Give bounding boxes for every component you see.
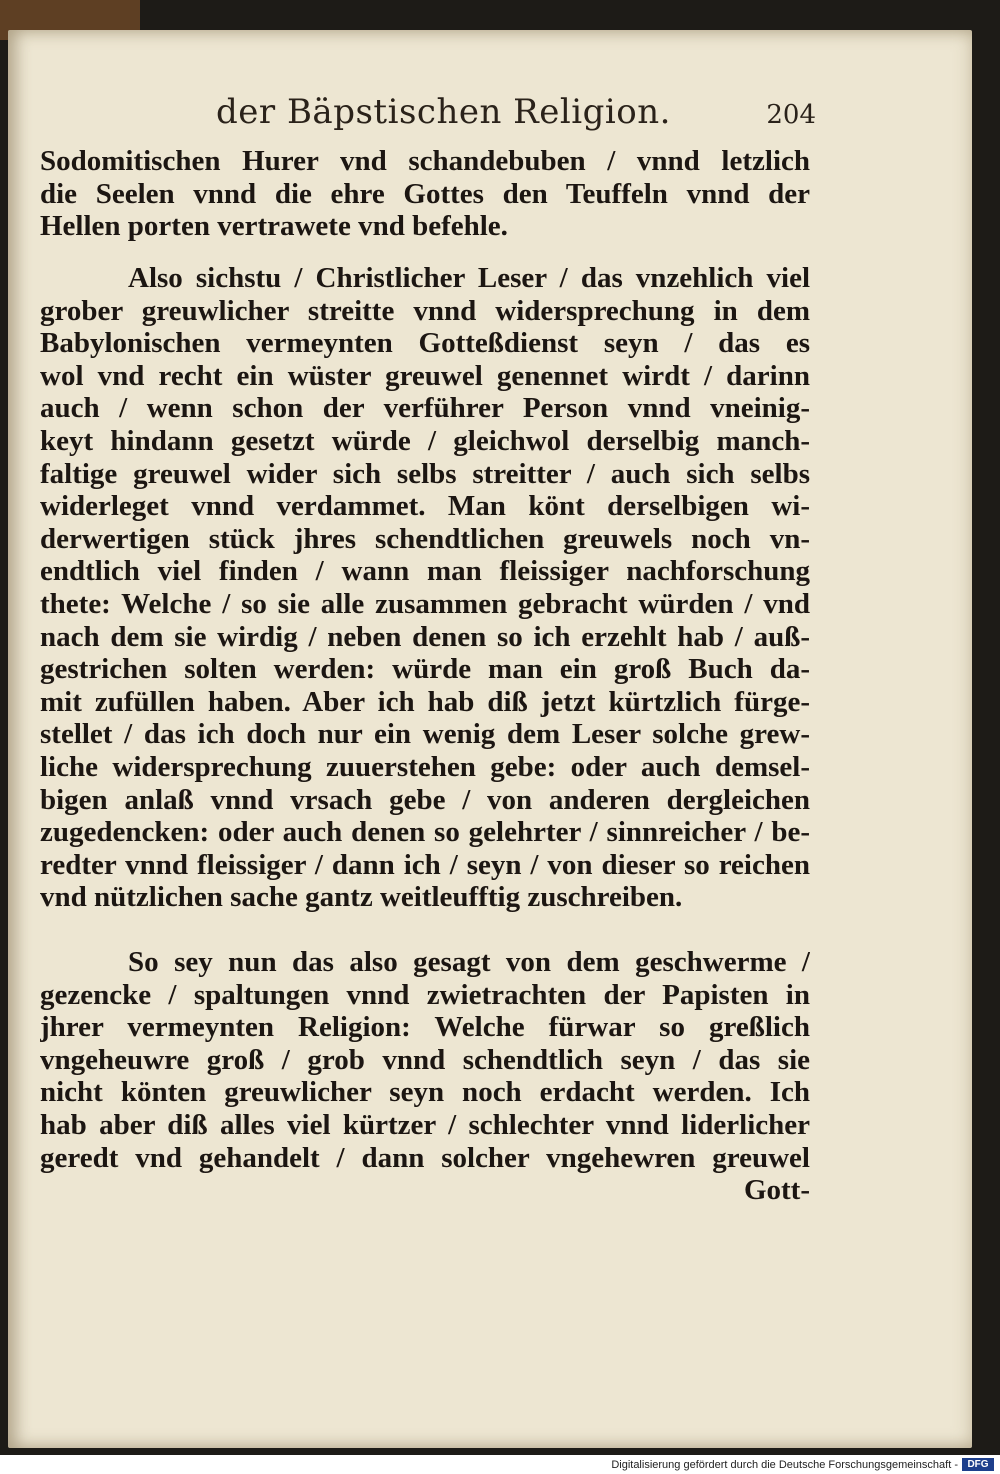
text-line: vnd nützlichen sache gantz weitleufftig zuschreiben. (40, 881, 683, 914)
text-line: nach dem sie wirdig / neben denen so ich erzehlt hab / auß- (40, 620, 810, 653)
catchword: Gott- (743, 1174, 810, 1207)
text-line: thete: Welche / so sie alle zusammen gebracht würden / vnd (40, 587, 810, 620)
text-line: gestrichen solten werden: würde man ein groß Buch da- (40, 653, 810, 686)
text-line: derwertigen stück jhres schendtlichen greuwels noch vn- (40, 522, 810, 555)
text-line: Sodomitischen Hurer vnd schandebuben / vnnd letzlich (40, 145, 810, 177)
funding-credit: Digitalisierung gefördert durch die Deutsche Forschungsgemeinschaft - (611, 1459, 958, 1471)
text-line: widerleget vnnd verdammet. Man könt derselbigen wi- (40, 490, 810, 523)
text-line: keyt hindann gesetzt würde / gleichwol derselbig manch- (40, 424, 810, 457)
text-line: Babylonischen vermeynten Gotteßdienst seyn / das es (40, 327, 810, 360)
text-line: Hellen porten vertrawete vnd befehle. (40, 210, 508, 243)
text-line: geredt vnd gehandelt / dann solcher vngehewren greuwel (40, 1141, 810, 1174)
text-line: zugedencken: oder auch denen so gelehrter / sinnreicher / be- (40, 816, 810, 849)
page-number: 204 (766, 100, 816, 130)
text-line: So sey nun das also gesagt von dem geschwerme / (128, 946, 810, 978)
paragraph-1 (40, 145, 810, 243)
text-line: die Seelen vnnd die ehre Gottes den Teuffeln vnnd der (40, 177, 810, 210)
text-line: liche widersprechung zuuerstehen gebe: oder auch demsel- (40, 750, 810, 783)
text-line: grober greuwlicher streitte vnnd widersprechung in dem (40, 294, 810, 327)
digitization-footer (0, 1455, 1000, 1474)
running-title: der Bäpstischen Religion. (216, 92, 671, 132)
text-line: faltige greuwel wider sich selbs streitter / auch sich selbs (40, 457, 810, 490)
text-line: hab aber diß alles viel kürtzer / schlechter vnnd liderlicher (40, 1108, 810, 1141)
text-line: redter vnnd fleissiger / dann ich / seyn / von dieser so reichen (40, 848, 810, 881)
text-line: auch / wenn schon der verführer Person vnnd vneinig- (40, 392, 810, 425)
text-line: vngeheuwre groß / grob vnnd schendtlich seyn / das sie (40, 1043, 810, 1076)
text-line: wol vnd recht ein wüster greuwel genennet wirdt / darinn (40, 359, 810, 392)
text-line: jhrer vermeynten Religion: Welche fürwar so greßlich (40, 1011, 810, 1044)
text-line: stellet / das ich doch nur ein wenig dem Leser solche grew- (40, 718, 810, 751)
page-header (216, 92, 816, 142)
text-line: Also sichstu / Christlicher Leser / das vnzehlich viel (128, 262, 810, 294)
paragraph-3 (40, 946, 810, 1207)
text-line: nicht könten greuwlicher seyn noch erdacht werden. Ich (40, 1076, 810, 1109)
text-line: gezencke / spaltungen vnnd zwietrachten der Papisten in (40, 978, 810, 1011)
text-line: mit zufüllen haben. Aber ich hab diß jetzt kürtzlich fürge- (40, 685, 810, 718)
text-line: bigen anlaß vnnd vrsach gebe / von anderen dergleichen (40, 783, 810, 816)
dfg-logo: DFG (962, 1458, 994, 1471)
paragraph-2 (40, 262, 810, 914)
text-line: endtlich viel finden / wann man fleissiger nachforschung (40, 555, 810, 588)
